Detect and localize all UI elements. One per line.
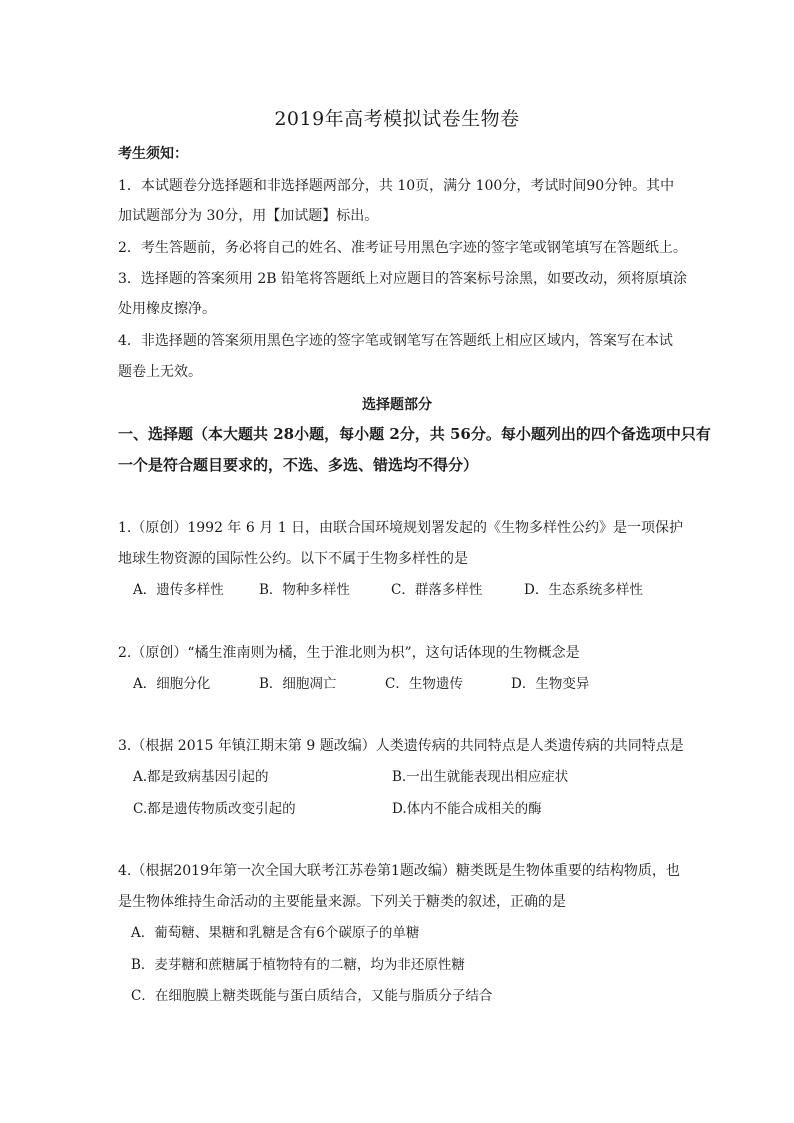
notice-line-1: 1．本试题卷分选择题和非选择题两部分，共 10页，满分 100分，考试时间90分钟。其中	[118, 178, 675, 194]
q1-option-c: C．群落多样性	[391, 582, 483, 598]
q2-option-c: C．生物遗传	[385, 676, 463, 692]
notice-line-5: 处用橡皮擦净。	[118, 301, 216, 317]
q1-option-d: D．生态系统多样性	[524, 582, 643, 598]
q2-option-a: A．细胞分化	[133, 676, 211, 692]
q3-stem-line-1: 3.（根据 2015 年镇江期末第 9 题改编）人类遗传病的共同特点是人类遗传病的共同特点是	[118, 738, 684, 754]
q2-option-d: D．生物变异	[511, 676, 590, 692]
exam-title: 2019年高考模拟试卷生物卷	[274, 108, 520, 130]
q2-stem-line-1: 2.（原创）“橘生淮南则为橘，生于淮北则为枳”，这句话体现的生物概念是	[118, 645, 580, 661]
part1-heading-line-1: 一、选择题（本大题共 28小题，每小题 2分，共 56分。每小题列出的四个备选项中只有	[118, 425, 711, 443]
q4-stem-line-2: 是生物体维持生命活动的主要能量来源。下列关于糖类的叙述，正确的是	[118, 894, 566, 910]
q1-stem-line-1: 1.（原创）1992 年 6 月 1 日，由联合国环境规划署发起的《生物多样性公约》是一项保护	[118, 520, 684, 536]
notice-line-6: 4．非选择题的答案须用黑色字迹的签字笔或钢笔写在答题纸上相应区域内，答案写在本试	[118, 333, 673, 349]
q1-option-a: A．遗传多样性	[133, 582, 224, 598]
part1-heading-line-2: 一个是符合题目要求的，不选、多选、错选均不得分）	[118, 456, 479, 474]
q1-stem-line-2: 地球生物资源的国际性公约。以下不属于生物多样性的是	[118, 551, 468, 567]
section-title: 选择题部分	[362, 397, 432, 413]
q2-option-b: B．细胞凋亡	[259, 676, 337, 692]
notice-line-4: 3．选择题的答案须用 2B 铅笔将答题纸上对应题目的答案标号涂黑，如要改动，须将原填涂	[118, 271, 688, 287]
q4-option-a: A．葡萄糖、果糖和乳糖是含有6个碳原子的单糖	[131, 925, 420, 941]
q4-option-b: B．麦芽糖和蔗糖属于植物特有的二糖，均为非还原性糖	[131, 957, 465, 973]
q3-option-c: C.都是遗传物质改变引起的	[133, 801, 296, 817]
q3-option-d: D.体内不能合成相关的酶	[392, 801, 542, 817]
q3-option-a: A.都是致病基因引起的	[133, 769, 269, 785]
notice-line-3: 2．考生答题前，务必将自己的姓名、准考证号用黑色字迹的签字笔或钢笔填写在答题纸上。	[118, 240, 687, 256]
notice-heading: 考生须知：	[118, 146, 188, 162]
q4-stem-line-1: 4.（根据2019年第一次全国大联考江苏卷第1题改编）糖类既是生物体重要的结构物质，也	[118, 863, 680, 879]
q4-option-c: C．在细胞膜上糖类既能与蛋白质结合，又能与脂质分子结合	[131, 988, 493, 1004]
q3-option-b: B.一出生就能表现出相应症状	[392, 769, 569, 785]
q1-option-b: B．物种多样性	[259, 582, 350, 598]
notice-line-7: 题卷上无效。	[118, 364, 202, 380]
notice-line-2: 加试题部分为 30分，用【加试题】标出。	[118, 208, 379, 224]
